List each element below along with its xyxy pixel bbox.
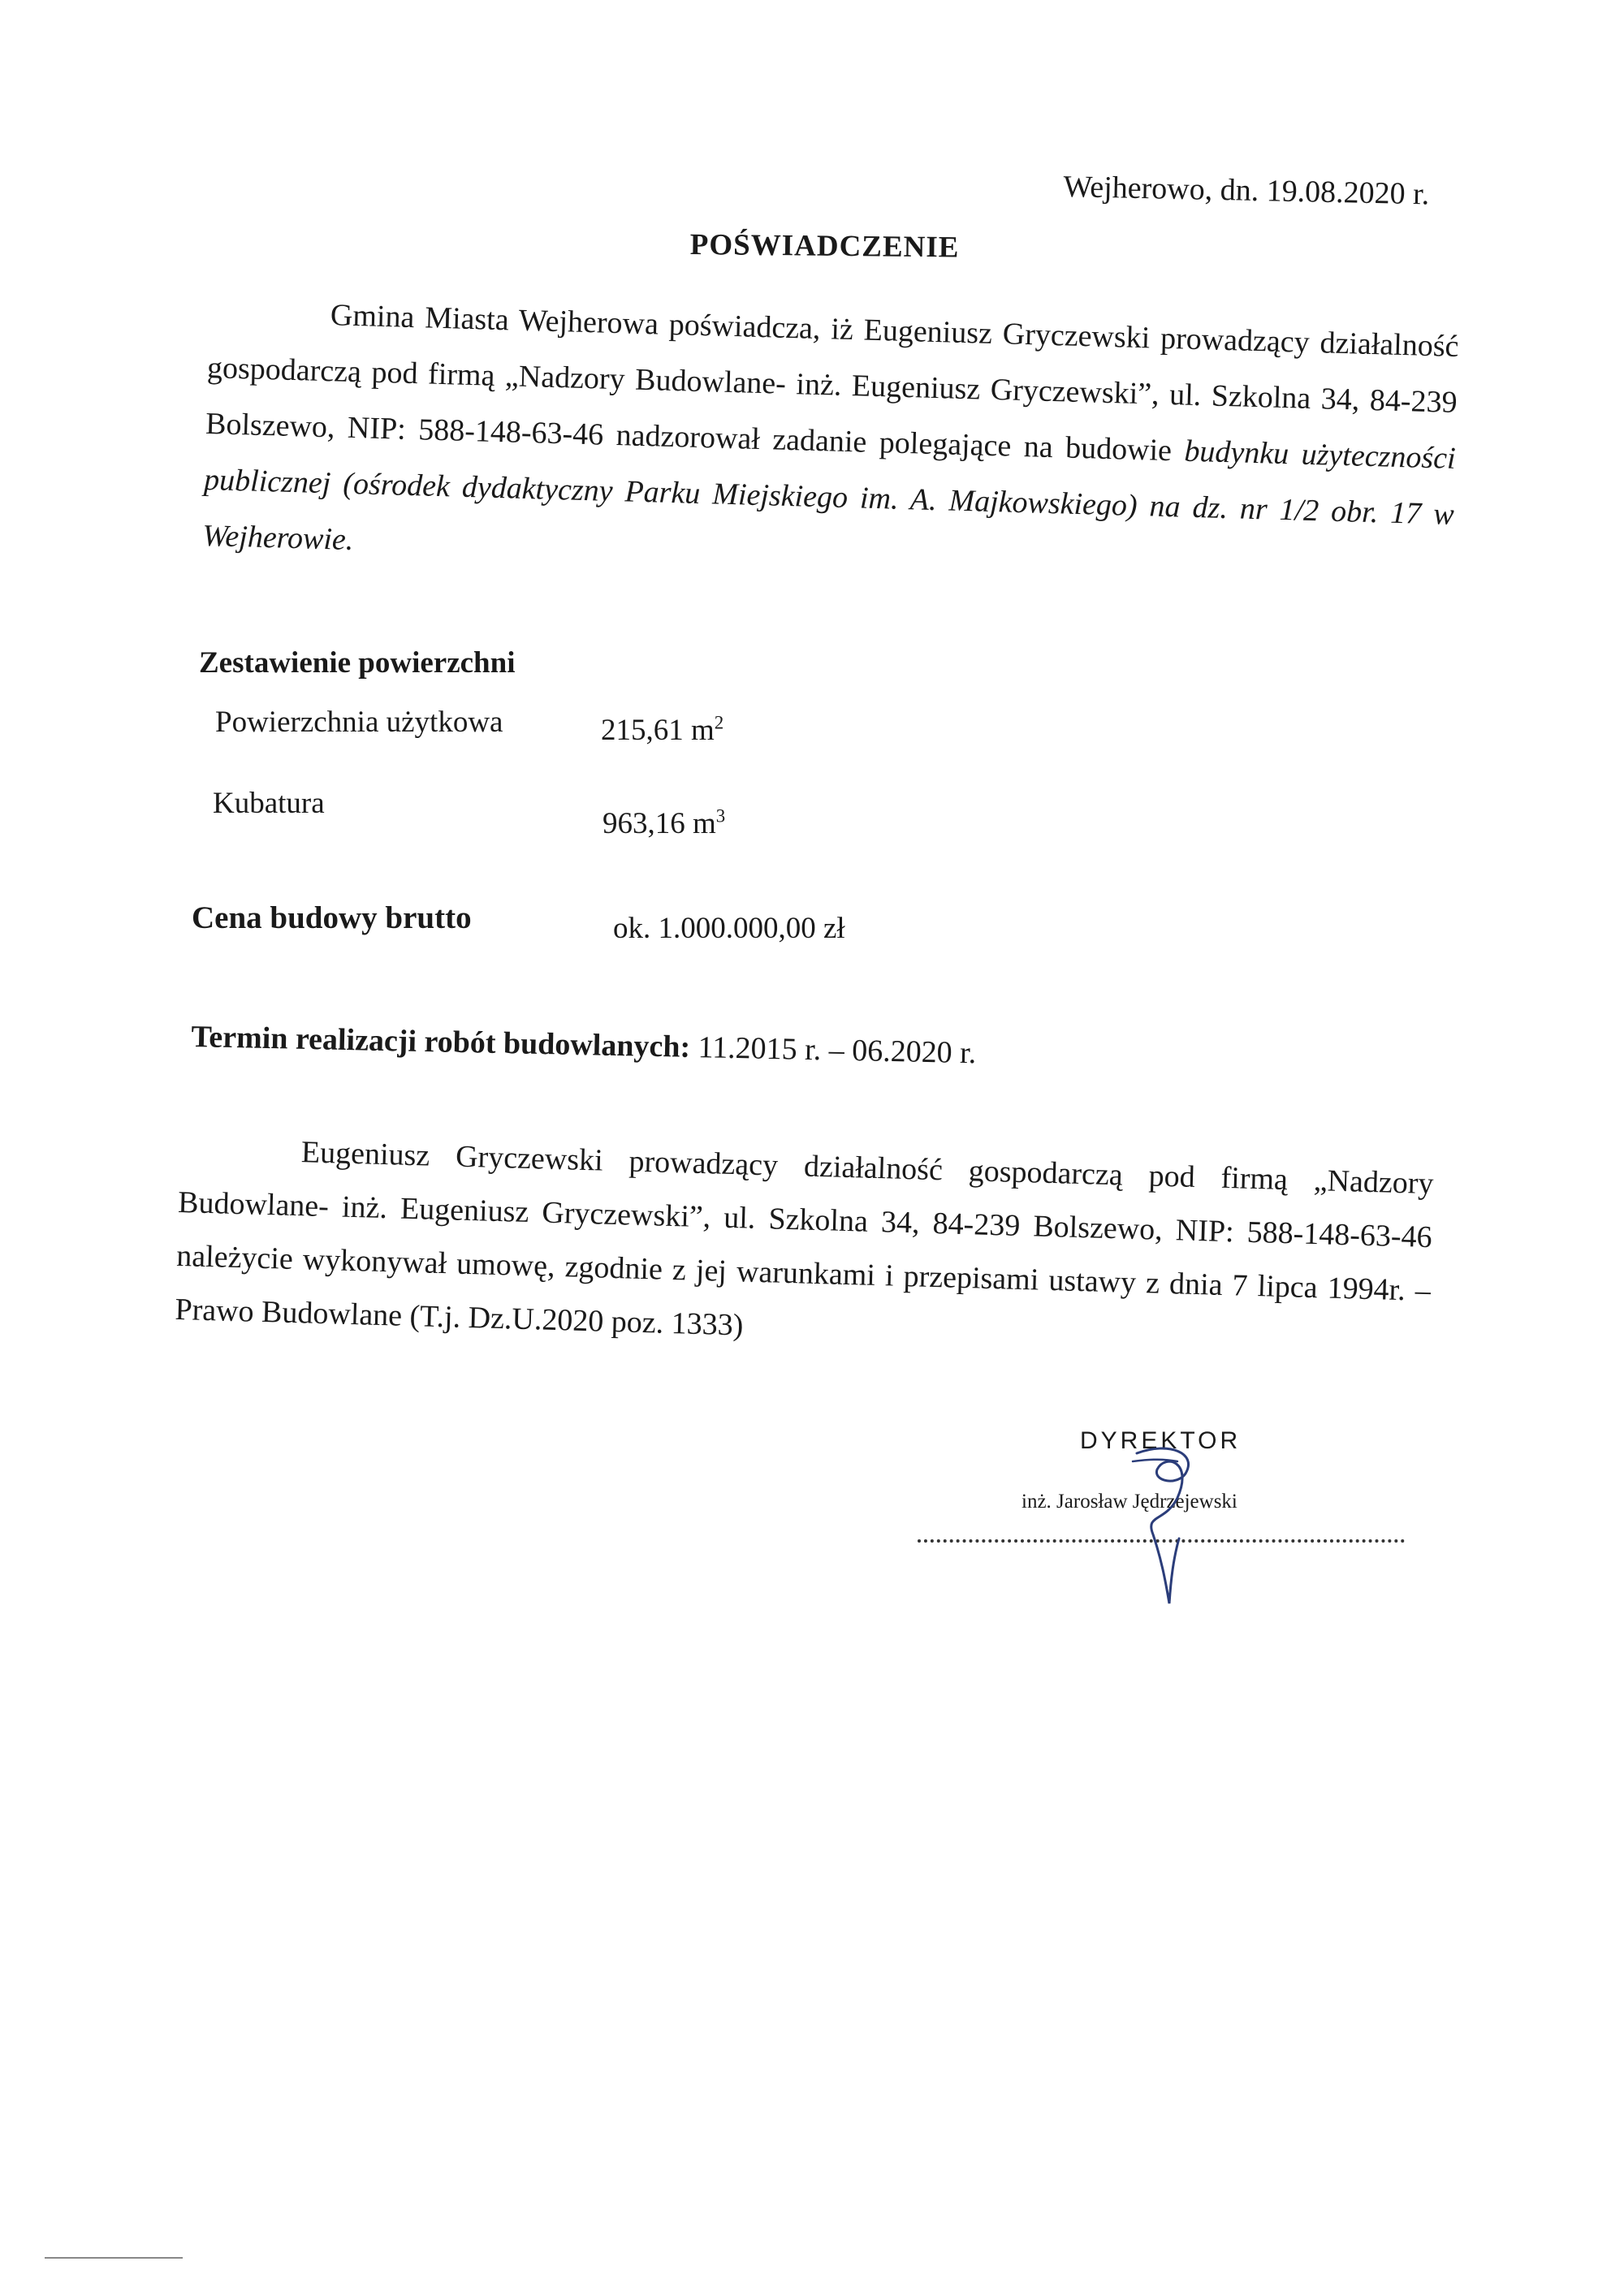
place-date: Wejherowo, dn. 19.08.2020 r. bbox=[1063, 169, 1430, 212]
indent bbox=[179, 1159, 301, 1162]
stamp-title: DYREKTOR bbox=[1080, 1427, 1242, 1454]
paragraph2-text: Eugeniusz Gryczewski prowadzący działalność gospodarczą pod firmą „Nadzory Budowlane- inż. Eugeniusz Gryczewski”, ul. Szkolna 34, 84-239 Bolszewo, NIP: 588-148-63-46 należycie wykonywał umowę, zgodnie z jej warunkami i przepisami ustawy z dnia 7 lipca 1994r. – Prawo Budowlane (T.j. Dz.U.2020 poz. 1333) bbox=[174, 1135, 1435, 1343]
indent bbox=[209, 322, 330, 325]
cubature-label: Kubatura bbox=[213, 787, 325, 820]
summary-title: Zestawienie powierzchni bbox=[199, 646, 516, 680]
construction-term bbox=[191, 1019, 977, 1071]
handwritten-signature bbox=[1121, 1437, 1218, 1624]
paragraph1-italic: budynku użyteczności publicznej (ośrodek dydaktyczny Parku Miejskiego im. A. Majkowskiego) na dz. nr 1/2 obr. 17 w Wejherowie. bbox=[201, 434, 1457, 558]
stamp-name: inż. Jarosław Jędrzejewski bbox=[1021, 1491, 1237, 1513]
certification-paragraph bbox=[201, 284, 1459, 599]
page-edge-mark bbox=[45, 2257, 183, 2259]
document-title: POŚWIADCZENIE bbox=[689, 227, 960, 265]
paragraph1-intro: Gmina Miasta Wejherowa poświadcza, iż Eugeniusz Gryczewski prowadzący działalność gospodarczą pod firmą „Nadzory Budowlane- inż. Eugeniusz Gryczewski”, ul. Szkolna 34, 84-239 Bolszewo, NIP: 588-148-63-46 nadzorował zadanie polegające na budowie bbox=[205, 298, 1460, 468]
performance-paragraph bbox=[175, 1122, 1435, 1371]
term-label: Termin realizacji robót budowlanych: bbox=[191, 1019, 691, 1064]
price-label: Cena budowy brutto bbox=[192, 900, 472, 935]
usable-area-label: Powierzchnia użytkowa bbox=[215, 706, 503, 739]
price-value: ok. 1.000.000,00 zł bbox=[613, 912, 845, 945]
usable-area-value: 215,61 $m^2$ bbox=[601, 712, 724, 747]
cubature-value: 963,16 $m^3$ bbox=[603, 805, 726, 840]
term-value: 11.2015 r. – 06.2020 r. bbox=[698, 1030, 977, 1071]
